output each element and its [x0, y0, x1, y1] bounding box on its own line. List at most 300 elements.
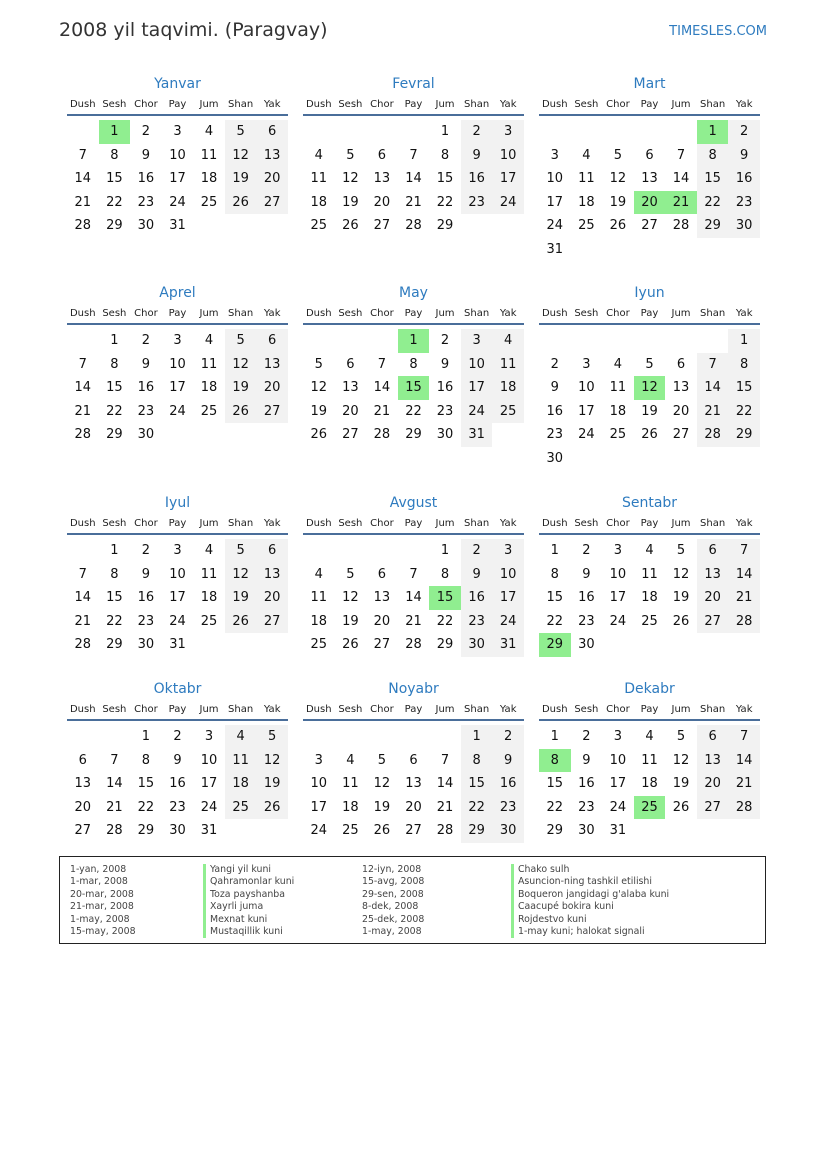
week-row	[67, 144, 288, 168]
weekend-day-cell: 3	[461, 329, 493, 353]
weekday-label: Jum	[671, 703, 691, 715]
day-cell: 7	[110, 752, 119, 768]
weekend-day-cell: 7	[728, 539, 760, 563]
day-cell: 17	[200, 776, 218, 792]
day-cell: 7	[409, 566, 418, 582]
week-row	[539, 539, 760, 563]
weekend-day-cell: 17	[492, 586, 524, 610]
day-cell: 6	[409, 752, 418, 768]
day-cell: 21	[74, 194, 92, 210]
weekend-day-cell: 17	[492, 167, 524, 191]
month-name: Iyul	[164, 495, 191, 511]
day-cell: 1	[550, 543, 559, 558]
weekend-day-cell: 19	[225, 586, 257, 610]
month-calendar	[539, 281, 760, 471]
legend-date: 8-dek, 2008	[362, 901, 419, 913]
day-cell: 17	[169, 171, 186, 187]
empty-day-cell	[539, 120, 571, 144]
day-cell: 2	[141, 543, 151, 558]
month-name: Oktabr	[153, 681, 202, 697]
weekday-label: Pay	[640, 98, 659, 110]
day-cell: 24	[578, 427, 595, 443]
day-cell: 7	[78, 356, 87, 372]
empty-day-cell	[366, 329, 398, 353]
weekend-day-cell: 7	[697, 353, 729, 377]
holiday-day-cell: 15	[398, 376, 430, 400]
day-cell: 21	[74, 403, 92, 419]
weekday-label: Shan	[228, 703, 254, 715]
empty-day-cell	[162, 423, 194, 447]
holiday-day-cell: 25	[634, 796, 666, 820]
empty-day-cell	[634, 120, 666, 144]
day-cell: 6	[377, 566, 387, 582]
weekday-label: Shan	[700, 517, 726, 529]
day-cell: 3	[173, 333, 182, 348]
weekend-day-cell: 16	[492, 772, 524, 796]
weekday-label: Jum	[435, 307, 455, 319]
empty-day-cell	[366, 725, 398, 749]
day-cell: 23	[137, 613, 155, 629]
weekday-header	[539, 699, 760, 721]
day-cell: 26	[310, 427, 328, 443]
day-cell: 28	[405, 218, 422, 234]
weekend-day-cell: 3	[492, 120, 524, 144]
weekend-day-cell: 24	[461, 400, 493, 424]
day-cell: 14	[106, 776, 123, 792]
weekend-day-cell: 12	[225, 563, 257, 587]
weekday-label: Sesh	[574, 307, 599, 319]
day-cell: 23	[546, 427, 564, 443]
weekend-day-cell: 5	[256, 725, 288, 749]
day-cell: 20	[342, 403, 359, 419]
day-cell: 4	[613, 356, 623, 372]
day-cell: 16	[137, 380, 155, 396]
weekend-day-cell: 12	[256, 749, 288, 773]
month-name: Noyabr	[388, 681, 439, 697]
weekday-label: Sesh	[102, 517, 127, 529]
weekday-label: Chor	[370, 98, 394, 110]
weekend-day-cell: 16	[461, 586, 493, 610]
day-cell: 14	[74, 171, 92, 187]
day-cell: 10	[169, 356, 186, 372]
day-cell: 18	[200, 171, 218, 187]
weekend-day-cell: 9	[461, 144, 493, 168]
month-calendar	[539, 72, 760, 262]
weekday-label: Dush	[305, 703, 332, 715]
day-cell: 24	[310, 823, 328, 839]
day-cell: 15	[106, 380, 123, 396]
week-row	[67, 725, 288, 749]
empty-day-cell	[602, 329, 634, 353]
day-cell: 16	[546, 403, 564, 419]
day-cell: 14	[74, 590, 92, 606]
weekend-day-cell: 6	[256, 329, 288, 353]
day-cell: 12	[373, 776, 391, 792]
legend-names-left	[203, 864, 294, 938]
weekend-day-cell: 28	[728, 796, 760, 820]
weekday-label: Yak	[263, 703, 281, 715]
empty-day-cell	[303, 120, 335, 144]
day-cell: 15	[106, 590, 123, 606]
day-cell: 25	[342, 823, 359, 839]
day-cell: 24	[546, 218, 564, 234]
legend-date: 12-iyn, 2008	[362, 864, 422, 875]
week-row	[539, 447, 760, 471]
day-cell: 24	[169, 613, 186, 629]
day-cell: 11	[200, 356, 218, 372]
day-cell: 17	[169, 380, 186, 396]
day-cell: 25	[200, 613, 218, 629]
day-cell: 4	[645, 729, 654, 744]
month-name: Mart	[633, 76, 666, 92]
day-cell: 16	[578, 776, 595, 792]
brand-link[interactable]: TIMESLES.COM	[669, 24, 767, 39]
weekday-label: Chor	[134, 98, 158, 110]
day-cell: 18	[200, 590, 218, 606]
day-cell: 10	[200, 752, 218, 768]
empty-day-cell	[697, 819, 729, 843]
weekday-label: Shan	[464, 517, 490, 529]
weekend-day-cell: 26	[225, 191, 257, 215]
month-name: Dekabr	[624, 681, 675, 697]
day-cell: 28	[106, 823, 123, 839]
day-cell: 19	[342, 194, 359, 210]
empty-day-cell	[461, 214, 493, 238]
day-cell: 19	[672, 776, 690, 792]
day-cell: 22	[106, 403, 123, 419]
weekday-label: Pay	[168, 98, 187, 110]
empty-day-cell	[335, 329, 367, 353]
day-cell: 25	[609, 427, 627, 443]
week-row	[539, 586, 760, 610]
empty-day-cell	[225, 633, 257, 657]
day-cell: 31	[609, 823, 627, 839]
weekend-day-cell: 22	[728, 400, 760, 424]
empty-day-cell	[335, 120, 367, 144]
empty-day-cell	[634, 633, 666, 657]
empty-day-cell	[398, 725, 430, 749]
legend-holiday-name: Mustaqillik kuni	[203, 926, 294, 938]
legend-date: 1-may, 2008	[362, 926, 422, 938]
day-cell: 10	[169, 566, 186, 582]
day-cell: 13	[405, 776, 422, 792]
empty-day-cell	[303, 725, 335, 749]
day-cell: 4	[346, 752, 355, 768]
day-cell: 17	[169, 590, 186, 606]
legend-holiday-name: Yangi yil kuni	[203, 864, 294, 876]
empty-day-cell	[366, 539, 398, 563]
empty-day-cell	[398, 539, 430, 563]
day-cell: 31	[169, 637, 186, 653]
day-cell: 22	[546, 613, 564, 629]
month-name: Avgust	[389, 495, 438, 511]
day-cell: 11	[641, 566, 658, 582]
weekend-day-cell: 13	[697, 563, 729, 587]
day-cell: 13	[373, 590, 391, 606]
weekday-label: Shan	[464, 703, 490, 715]
month-calendar	[303, 491, 524, 657]
day-cell: 13	[672, 380, 690, 396]
day-cell: 27	[641, 218, 658, 234]
empty-day-cell	[634, 238, 666, 262]
weekday-label: Yak	[735, 517, 753, 529]
empty-day-cell	[492, 214, 524, 238]
day-cell: 21	[106, 799, 123, 815]
weekday-label: Yak	[263, 307, 281, 319]
empty-day-cell	[665, 238, 697, 262]
weekend-day-cell: 27	[256, 191, 288, 215]
day-cell: 23	[169, 799, 186, 815]
week-row	[303, 400, 524, 424]
week-row	[539, 167, 760, 191]
weekend-day-cell: 6	[697, 725, 729, 749]
day-cell: 27	[373, 218, 391, 234]
empty-day-cell	[634, 447, 666, 471]
weekend-day-cell: 20	[697, 772, 729, 796]
weekday-label: Jum	[671, 307, 691, 319]
day-cell: 3	[613, 729, 623, 744]
weekday-label: Dush	[305, 98, 332, 110]
legend-holiday-name: Rojdestvo kuni	[511, 914, 669, 926]
day-cell: 8	[550, 566, 559, 582]
empty-day-cell	[429, 725, 461, 749]
day-cell: 11	[578, 171, 595, 187]
week-row	[67, 539, 288, 563]
week-row	[67, 586, 288, 610]
empty-day-cell	[67, 725, 99, 749]
day-cell: 27	[672, 427, 690, 443]
legend-date: 15-may, 2008	[70, 926, 136, 938]
day-cell: 28	[436, 823, 454, 839]
week-row	[303, 214, 524, 238]
weekend-day-cell: 20	[697, 586, 729, 610]
day-cell: 9	[582, 752, 591, 768]
day-cell: 24	[609, 799, 627, 815]
holiday-day-cell: 1	[99, 120, 131, 144]
weekday-header	[539, 94, 760, 116]
day-cell: 12	[609, 171, 627, 187]
day-cell: 21	[405, 613, 422, 629]
weekend-day-cell: 29	[461, 819, 493, 843]
weekday-label: Pay	[404, 517, 423, 529]
empty-day-cell	[571, 447, 603, 471]
weekend-day-cell: 28	[728, 610, 760, 634]
month-calendar	[67, 491, 288, 657]
holiday-day-cell: 21	[665, 191, 697, 215]
day-cell: 22	[405, 403, 422, 419]
day-cell: 13	[342, 380, 359, 396]
day-cell: 24	[200, 799, 218, 815]
weekend-day-cell: 22	[461, 796, 493, 820]
weekday-header	[67, 699, 288, 721]
day-cell: 10	[578, 380, 595, 396]
empty-day-cell	[303, 329, 335, 353]
week-row	[67, 120, 288, 144]
week-row	[539, 214, 760, 238]
week-row	[539, 563, 760, 587]
legend-holiday-name: Asuncion-ning tashkil etilishi	[511, 876, 669, 888]
day-cell: 25	[641, 613, 658, 629]
week-row	[303, 539, 524, 563]
weekend-day-cell: 6	[256, 539, 288, 563]
weekday-label: Chor	[606, 703, 630, 715]
day-cell: 5	[346, 566, 355, 582]
day-cell: 22	[106, 194, 123, 210]
weekend-day-cell: 23	[461, 191, 493, 215]
day-cell: 13	[373, 171, 391, 187]
day-cell: 27	[373, 637, 391, 653]
empty-day-cell	[728, 447, 760, 471]
day-cell: 22	[436, 194, 454, 210]
day-cell: 18	[310, 613, 328, 629]
weekday-label: Dush	[541, 703, 568, 715]
day-cell: 30	[578, 823, 595, 839]
holiday-day-cell: 8	[539, 749, 571, 773]
weekday-label: Yak	[263, 517, 281, 529]
weekday-label: Sesh	[338, 703, 363, 715]
day-cell: 18	[641, 590, 658, 606]
week-row	[67, 353, 288, 377]
day-cell: 29	[436, 218, 454, 234]
weekend-day-cell: 13	[256, 563, 288, 587]
weekday-header	[303, 699, 524, 721]
weekend-day-cell: 26	[225, 610, 257, 634]
day-cell: 29	[106, 218, 123, 234]
day-cell: 17	[609, 590, 627, 606]
weekday-label: Pay	[168, 703, 187, 715]
day-cell: 7	[377, 356, 387, 372]
empty-day-cell	[366, 120, 398, 144]
week-row	[539, 633, 760, 657]
day-cell: 8	[440, 147, 450, 163]
day-cell: 29	[546, 823, 564, 839]
month-calendar	[539, 491, 760, 657]
weekend-day-cell: 11	[225, 749, 257, 773]
empty-day-cell	[225, 819, 257, 843]
day-cell: 5	[613, 147, 623, 163]
week-row	[539, 238, 760, 262]
week-row	[303, 749, 524, 773]
legend-holiday-name: Qahramonlar kuni	[203, 876, 294, 888]
weekday-header	[67, 303, 288, 325]
empty-day-cell	[303, 539, 335, 563]
month-calendar	[303, 72, 524, 238]
month-name: Sentabr	[621, 495, 678, 511]
empty-day-cell	[99, 725, 131, 749]
month-calendar	[67, 677, 288, 843]
weekend-day-cell: 1	[728, 329, 760, 353]
week-row	[303, 120, 524, 144]
day-cell: 12	[310, 380, 328, 396]
weekend-day-cell: 18	[225, 772, 257, 796]
week-row	[303, 423, 524, 447]
week-row	[303, 329, 524, 353]
day-cell: 6	[346, 356, 355, 372]
day-cell: 28	[74, 427, 92, 443]
day-cell: 18	[200, 380, 218, 396]
day-cell: 1	[440, 124, 450, 139]
page-title: 2008 yil taqvimi. (Paragvay)	[59, 19, 328, 41]
weekday-label: Sesh	[574, 703, 599, 715]
empty-day-cell	[256, 819, 288, 843]
empty-day-cell	[665, 633, 697, 657]
weekend-day-cell: 6	[256, 120, 288, 144]
weekday-label: Sesh	[102, 98, 127, 110]
weekend-day-cell: 5	[225, 539, 257, 563]
day-cell: 5	[346, 147, 355, 163]
week-row	[303, 725, 524, 749]
day-cell: 5	[676, 729, 686, 744]
day-cell: 19	[373, 799, 391, 815]
empty-day-cell	[67, 120, 99, 144]
weekend-day-cell: 31	[461, 423, 493, 447]
weekend-day-cell: 8	[697, 144, 729, 168]
weekday-header	[67, 513, 288, 535]
empty-day-cell	[665, 447, 697, 471]
legend-date: 1-yan, 2008	[70, 864, 127, 875]
weekday-label: Chor	[370, 517, 394, 529]
day-cell: 14	[373, 380, 391, 396]
weekend-day-cell: 29	[728, 423, 760, 447]
empty-day-cell	[256, 633, 288, 657]
weekday-label: Chor	[134, 703, 158, 715]
day-cell: 19	[641, 403, 658, 419]
weekday-header	[539, 303, 760, 325]
empty-day-cell	[697, 238, 729, 262]
day-cell: 4	[314, 566, 323, 582]
day-cell: 4	[645, 543, 654, 558]
day-cell: 24	[609, 613, 627, 629]
weekday-label: Pay	[404, 98, 423, 110]
day-cell: 2	[141, 124, 151, 139]
weekend-day-cell: 12	[225, 353, 257, 377]
day-cell: 2	[173, 729, 182, 744]
weekend-day-cell: 24	[492, 610, 524, 634]
day-cell: 20	[373, 613, 391, 629]
week-row	[539, 610, 760, 634]
day-cell: 30	[137, 427, 155, 443]
day-cell: 4	[314, 147, 323, 163]
weekend-day-cell: 2	[461, 120, 493, 144]
legend-holiday-name: Mexnat kuni	[203, 914, 294, 926]
day-cell: 11	[342, 776, 359, 792]
week-row	[303, 167, 524, 191]
day-cell: 15	[546, 776, 564, 792]
weekday-label: Yak	[499, 307, 517, 319]
weekday-label: Dush	[69, 517, 96, 529]
day-cell: 2	[550, 356, 559, 372]
day-cell: 8	[110, 356, 119, 372]
weekday-label: Dush	[305, 307, 332, 319]
day-cell: 29	[405, 427, 422, 443]
day-cell: 9	[173, 752, 182, 768]
day-cell: 31	[169, 218, 186, 234]
day-cell: 4	[204, 124, 214, 139]
weekday-label: Pay	[640, 703, 659, 715]
day-cell: 30	[137, 637, 155, 653]
empty-day-cell	[571, 238, 603, 262]
week-row	[303, 819, 524, 843]
weekday-label: Yak	[735, 98, 753, 110]
day-cell: 16	[436, 380, 454, 396]
day-cell: 11	[609, 380, 627, 396]
weekend-day-cell: 23	[461, 610, 493, 634]
month-name: May	[399, 285, 428, 301]
day-cell: 4	[582, 147, 591, 163]
day-cell: 1	[110, 543, 119, 558]
week-row	[303, 772, 524, 796]
day-cell: 21	[436, 799, 454, 815]
